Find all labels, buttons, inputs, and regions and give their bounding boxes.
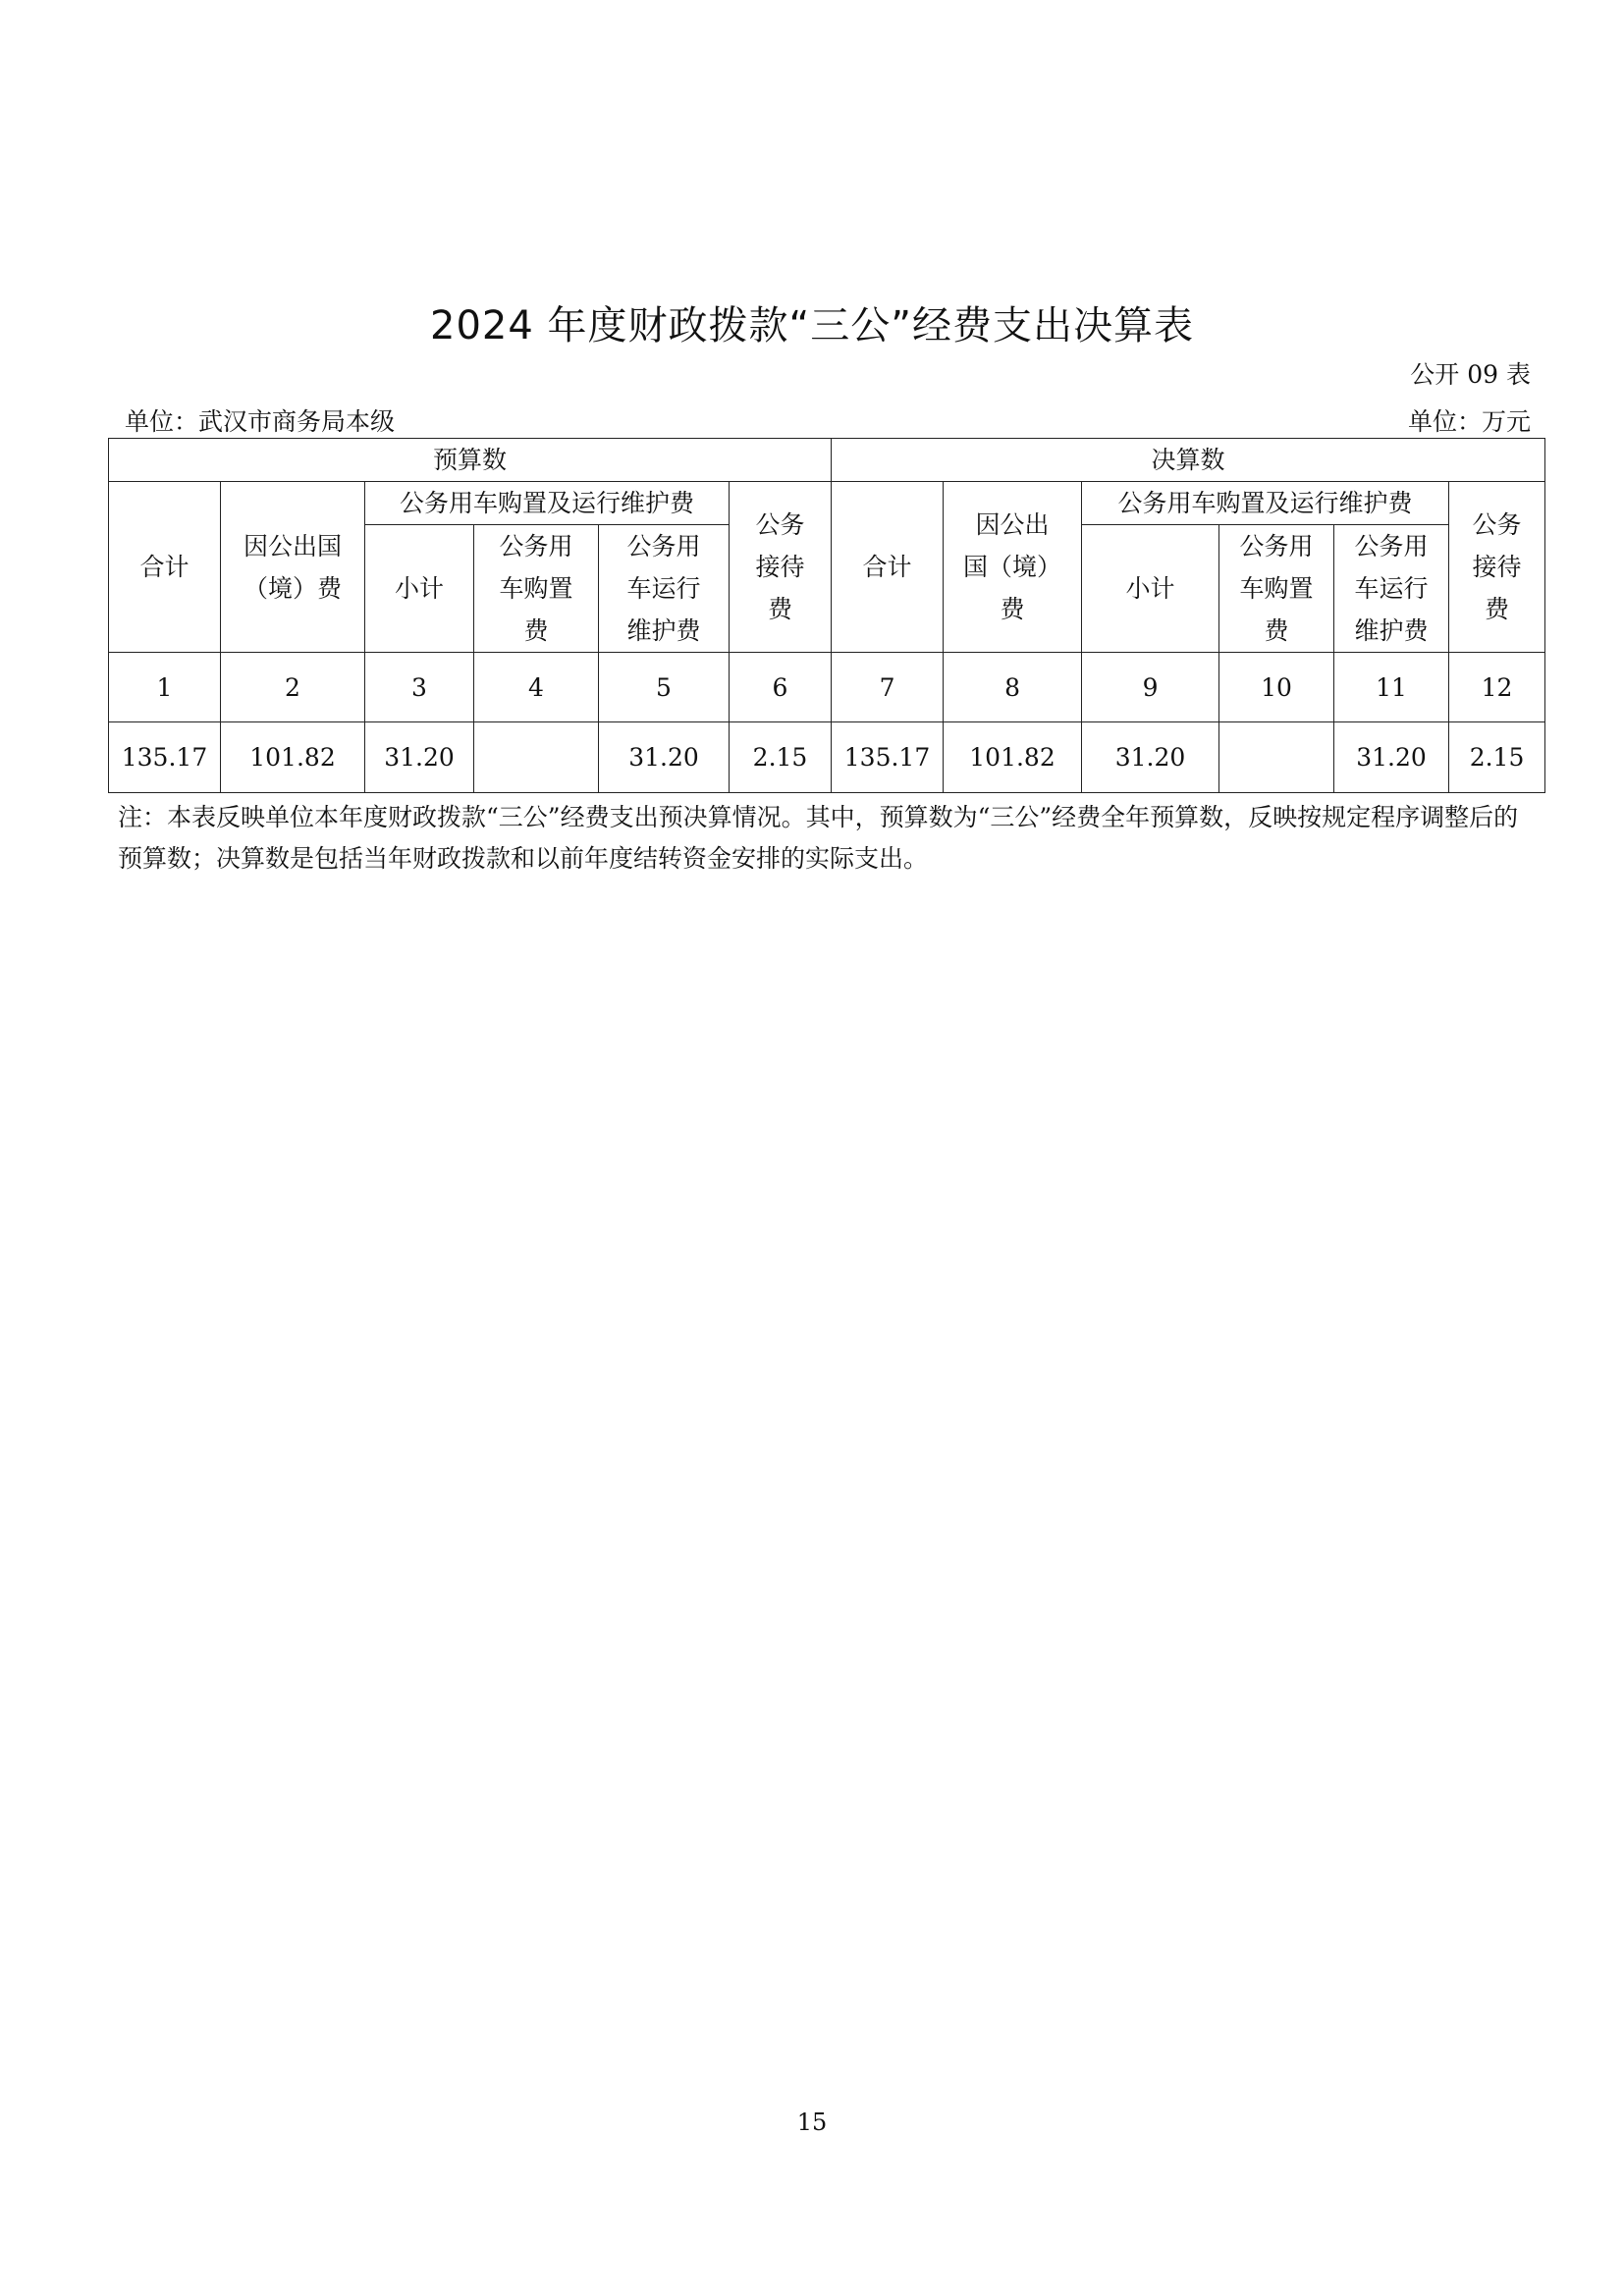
page-title: 2024 年度财政拨款“三公”经费支出决算表 [430,303,1194,348]
header-reception [1449,482,1545,653]
table-note: 注：本表反映单位本年度财政拨款“三公”经费支出预决算情况。其中，预算数为“三公”经费全年预算数，反映按规定程序调整后的预算数；决算数是包括当年财政拨款和以前年度结转资金安排的实际支出。 [118,803,1519,873]
header-total: 合计 [109,482,221,653]
header-vehicle-group: 公务用车购置及运行维护费 [365,482,730,525]
column-number: 2 [221,653,365,722]
header-operation [599,525,730,653]
header-operation [1334,525,1449,653]
header-line: 车运行 [626,574,701,603]
column-number: 1 [109,653,221,722]
column-number: 8 [944,653,1082,722]
header-line: 车运行 [1354,574,1429,603]
header-line: 接待 [1472,553,1522,581]
header-line: 因公出 [975,510,1050,539]
value-cell: 31.20 [1334,722,1449,793]
group-header-final: 决算数 [832,439,1545,482]
column-number: 11 [1334,653,1449,722]
value-cell: 135.17 [832,722,944,793]
column-number: 10 [1219,653,1334,722]
header-line: 费 [1264,616,1289,645]
header-abroad [221,482,365,653]
header-line: 公务 [1472,510,1522,539]
header-line: 公务用 [1239,532,1314,561]
header-line: 车购置 [1239,574,1314,603]
page-number: 15 [796,2109,828,2136]
value-cell: 31.20 [599,722,730,793]
header-line: 费 [1485,595,1510,623]
column-number: 4 [474,653,599,722]
value-cell: 31.20 [365,722,474,793]
header-line: 车购置 [499,574,573,603]
data-row [109,722,1545,793]
header-vehicle-group: 公务用车购置及运行维护费 [1082,482,1449,525]
value-cell: 135.17 [109,722,221,793]
header-line: 费 [1000,595,1025,623]
value-cell [474,722,599,793]
unit-currency: 单位：万元 [1407,407,1531,436]
header-subtotal: 小计 [365,525,474,653]
column-number-row [109,653,1545,722]
header-line: 因公出国 [243,531,342,561]
value-cell: 2.15 [1449,722,1545,793]
column-number: 3 [365,653,474,722]
value-cell: 101.82 [221,722,365,793]
header-subtotal: 小计 [1082,525,1219,653]
header-purchase [1219,525,1334,653]
value-cell [1219,722,1334,793]
column-number: 7 [832,653,944,722]
value-cell: 101.82 [944,722,1082,793]
header-line: （境）费 [243,573,342,603]
header-line: 公务用 [499,532,573,561]
group-header-budget: 预算数 [109,439,832,482]
form-number: 公开 09 表 [1410,360,1531,389]
column-number: 6 [730,653,832,722]
unit-organization: 单位：武汉市商务局本级 [125,407,396,436]
header-line: 维护费 [626,616,701,645]
header-line: 维护费 [1354,616,1429,645]
column-number: 5 [599,653,730,722]
value-cell: 31.20 [1082,722,1219,793]
header-purchase [474,525,599,653]
header-total: 合计 [832,482,944,653]
header-line: 费 [523,616,549,645]
header-reception [730,482,832,653]
header-line: 接待 [755,553,805,581]
header-abroad [944,482,1082,653]
expenditure-table [108,438,1545,793]
header-line: 国（境） [963,553,1062,581]
column-number: 9 [1082,653,1219,722]
header-line: 费 [768,595,793,623]
value-cell: 2.15 [730,722,832,793]
column-number: 12 [1449,653,1545,722]
header-line: 公务用 [626,532,701,561]
header-line: 公务用 [1354,532,1429,561]
header-line: 公务 [755,510,805,539]
